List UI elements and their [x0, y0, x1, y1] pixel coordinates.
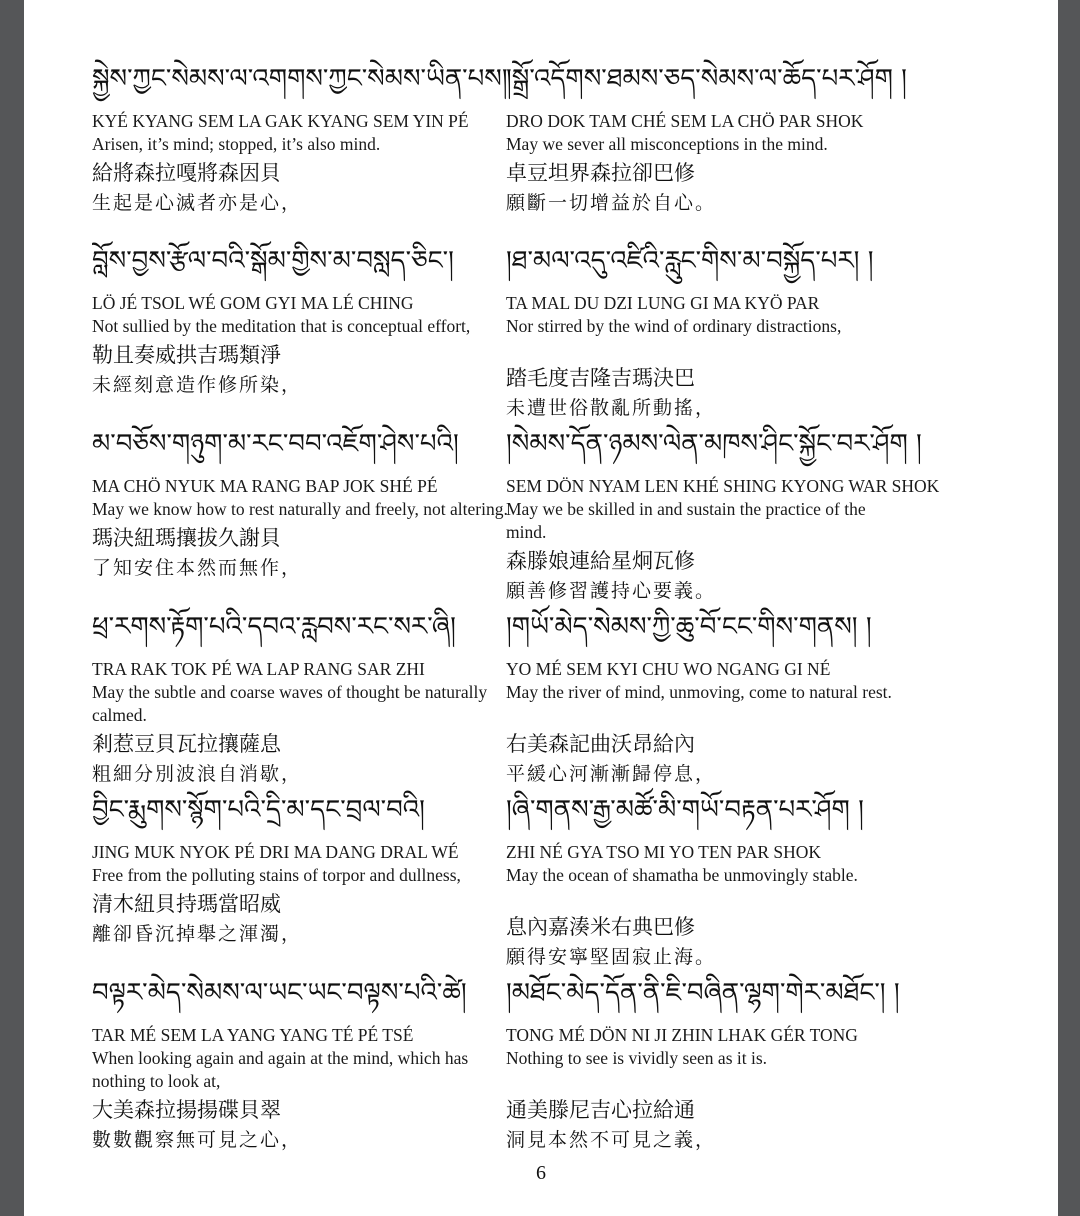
english-translation: Nor stirred by the wind of ordinary distractions, [506, 316, 842, 336]
right-column [506, 52, 986, 1149]
phonetic-line: ZHI NÉ GYA TSO MI YO TEN PAR SHOK [506, 842, 822, 862]
chinese-translation: 了知安住本然而無作， [92, 557, 303, 579]
chinese-phonetic-line: 清木紐貝持瑪當昭威 [92, 892, 281, 916]
tibetan-line: བློས་བྱས་རྩོལ་བའི་སྒོམ་གྱིས་མ་བསླད་ཅིང་། [92, 246, 454, 276]
verse-stanza [92, 52, 512, 234]
chinese-translation: 願得安寧堅固寂止海。 [506, 946, 717, 968]
tibetan-line: བྱིང་རྨུགས་སྙོག་པའི་དྲི་མ་དང་བྲལ་བའི། [92, 795, 425, 825]
tibetan-line: བལྟར་མེད་སེམས་ལ་ཡང་ཡང་བལྟས་པའི་ཚེ། [92, 978, 467, 1008]
chinese-phonetic-line: 右美森記曲沃昂給內 [506, 732, 695, 756]
chinese-translation: 未經刻意造作修所染， [92, 374, 303, 396]
tibetan-line: ཕྲ་རགས་རྟོག་པའི་དབའ་རླབས་རང་སར་ཞི། [92, 612, 456, 642]
chinese-phonetic-line: 瑪決紐瑪攘拔久謝貝 [92, 526, 281, 550]
english-translation: Not sullied by the meditation that is conceptual effort, [92, 316, 471, 336]
phonetic-line: KYÉ KYANG SEM LA GAK KYANG SEM YIN PÉ [92, 111, 469, 131]
phonetic-line: YO MÉ SEM KYI CHU WO NGANG GI NÉ [506, 659, 831, 679]
phonetic-line: MA CHÖ NYUK MA RANG BAP JOK SHÉ PÉ [92, 476, 438, 496]
english-translation: When looking again and again at the mind, which has nothing to look at, [92, 1048, 469, 1091]
phonetic-line: TRA RAK TOK PÉ WA LAP RANG SAR ZHI [92, 659, 425, 679]
chinese-translation: 平緩心河漸漸歸停息， [506, 763, 717, 785]
english-translation: May the river of mind, unmoving, come to natural rest. [506, 682, 892, 702]
tibetan-line: སྐྱེས་ཀྱང་སེམས་ལ་འགགས་ཀྱང་སེམས་ཡིན་པས། [92, 64, 508, 94]
english-translation: May we know how to rest naturally and freely, not altering. [92, 499, 508, 519]
chinese-translation: 生起是心滅者亦是心， [92, 192, 303, 214]
verse-stanza [92, 234, 512, 417]
left-column [92, 52, 512, 1149]
chinese-translation: 洞見本然不可見之義， [506, 1129, 717, 1151]
verse-stanza [506, 52, 986, 234]
phonetic-line: TA MAL DU DZI LUNG GI MA KYÖ PAR [506, 293, 820, 313]
chinese-translation: 數數觀察無可見之心， [92, 1129, 303, 1151]
chinese-phonetic-line: 森滕娘連給星炯瓦修 [506, 549, 695, 573]
chinese-phonetic-line: 息內嘉湊米右典巴修 [506, 915, 695, 939]
english-translation: May we sever all misconceptions in the mind. [506, 134, 828, 154]
english-translation: May the ocean of shamatha be unmovingly stable. [506, 865, 858, 885]
english-translation: Nothing to see is vividly seen as it is. [506, 1048, 768, 1068]
chinese-phonetic-line: 通美滕尼吉心拉給通 [506, 1098, 695, 1122]
english-translation: May the subtle and coarse waves of thought be naturally calmed. [92, 682, 488, 725]
verse-stanza [92, 966, 512, 1149]
verse-stanza [506, 600, 986, 783]
verse-stanza [506, 783, 986, 966]
english-translation: Free from the polluting stains of torpor and dullness, [92, 865, 461, 885]
phonetic-line: JING MUK NYOK PÉ DRI MA DANG DRAL WÉ [92, 842, 459, 862]
tibetan-line: །ཐ་མལ་འདུ་འཛིའི་རླུང་གིས་མ་བསྐྱོད་པར། ། [506, 246, 874, 276]
phonetic-line: TAR MÉ SEM LA YANG YANG TÉ PÉ TSÉ [92, 1025, 414, 1045]
english-translation: Arisen, it’s mind; stopped, it’s also mind. [92, 134, 381, 154]
tibetan-line: །སེམས་དོན་ཉམས་ལེན་མཁས་ཤིང་སྐྱོང་བར་ཤོག ། [506, 429, 922, 459]
verse-stanza [506, 417, 986, 600]
english-translation: May we be skilled in and sustain the practice of the mind. [506, 499, 866, 542]
chinese-translation: 粗細分別波浪自消歇， [92, 763, 303, 785]
verse-stanza [92, 417, 512, 600]
chinese-translation: 未遭世俗散亂所動搖， [506, 397, 717, 419]
chinese-phonetic-line: 踏毛度吉隆吉瑪決巴 [506, 366, 695, 390]
phonetic-line: DRO DOK TAM CHÉ SEM LA CHÖ PAR SHOK [506, 111, 864, 131]
chinese-phonetic-line: 給將森拉嘎將森因貝 [92, 161, 281, 185]
tibetan-line: །མཐོང་མེད་དོན་ནི་ཇི་བཞིན་ལྷག་གེར་མཐོང་། ། [506, 978, 900, 1008]
verse-stanza [506, 234, 986, 417]
chinese-translation: 願斷一切增益於自心。 [506, 192, 717, 214]
tibetan-line: མ་བཅོས་གཉུག་མ་རང་བབ་འཇོག་ཤེས་པའི། [92, 429, 459, 459]
chinese-phonetic-line: 剎惹豆貝瓦拉攘薩息 [92, 732, 281, 756]
verse-stanza [506, 966, 986, 1149]
tibetan-line: །སྒྲོ་འདོགས་ཐམས་ཅད་སེམས་ལ་ཆོད་པར་ཤོག ། [506, 64, 907, 94]
tibetan-line: །ཞི་གནས་རྒྱ་མཚོ་མི་གཡོ་བརྟན་པར་ཤོག ། [506, 795, 864, 825]
chinese-phonetic-line: 大美森拉揚揚碟貝翠 [92, 1098, 281, 1122]
page-number: 6 [536, 1162, 546, 1184]
tibetan-line: །གཡོ་མེད་སེམས་ཀྱི་ཆུ་བོ་ངང་གིས་གནས། ། [506, 612, 872, 642]
verse-stanza [92, 783, 512, 966]
document-page [24, 0, 1058, 1216]
phonetic-line: SEM DÖN NYAM LEN KHÉ SHING KYONG WAR SHOK [506, 476, 940, 496]
chinese-translation: 離卻昏沉掉舉之渾濁， [92, 923, 303, 945]
phonetic-line: LÖ JÉ TSOL WÉ GOM GYI MA LÉ CHING [92, 293, 414, 313]
verse-stanza [92, 600, 512, 783]
phonetic-line: TONG MÉ DÖN NI JI ZHIN LHAK GÉR TONG [506, 1025, 858, 1045]
chinese-phonetic-line: 卓豆坦界森拉卻巴修 [506, 161, 695, 185]
chinese-translation: 願善修習護持心要義。 [506, 580, 717, 602]
chinese-phonetic-line: 勒且奏威拱吉瑪類淨 [92, 343, 281, 367]
